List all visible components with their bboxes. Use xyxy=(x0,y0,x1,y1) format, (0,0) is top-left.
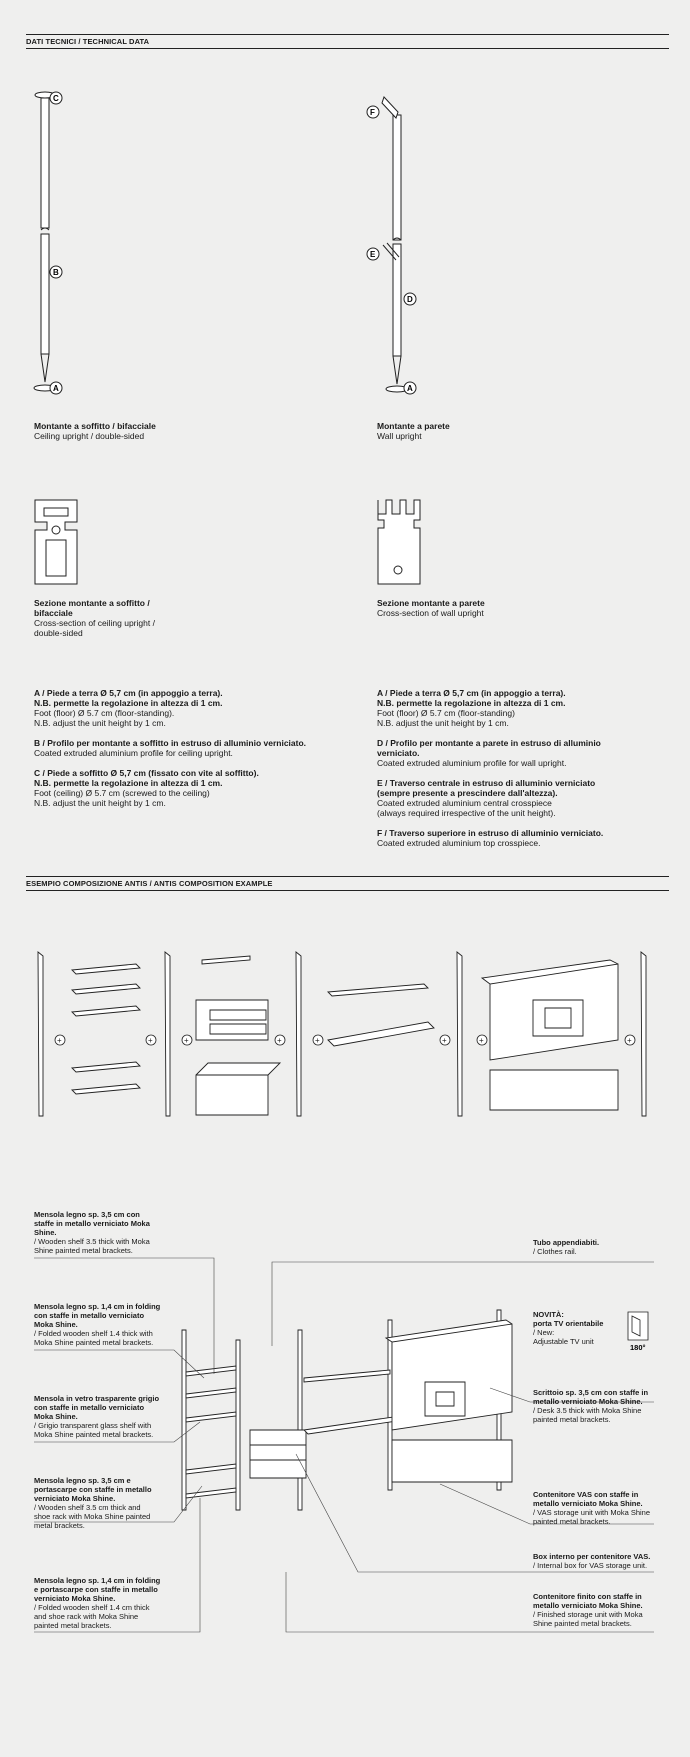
ann-line: Mensola legno sp. 3,5 cm e xyxy=(34,1476,131,1485)
plus-sign: + xyxy=(315,1036,320,1045)
upright-ceiling-title: Montante a soffitto / bifacciale xyxy=(34,421,156,431)
section-ceiling-title: Sezione montante a soffitto / bifacciale xyxy=(34,598,150,618)
ann-line: / Grigio transparent glass shelf with xyxy=(34,1421,152,1430)
spec-line: A / Piede a terra Ø 5,7 cm (in appoggio a terra). xyxy=(377,688,566,698)
spec-line: Foot (ceiling) Ø 5.7 cm (screwed to the ceiling) xyxy=(34,788,210,798)
ann-line: / Clothes rail. xyxy=(533,1247,577,1256)
ann-vas-storage xyxy=(533,1490,673,1526)
ann-line: Shine painted metal brackets. xyxy=(533,1619,632,1628)
plus-sign: + xyxy=(57,1036,62,1045)
ann-line: Mensola legno sp. 1,4 cm in folding xyxy=(34,1302,161,1311)
marker-f: F xyxy=(370,108,375,117)
upright-ceiling-subtitle: Ceiling upright / double-sided xyxy=(34,431,145,441)
ann-line: / Desk 3.5 thick with Moka Shine xyxy=(533,1406,642,1415)
ann-line: Contenitore VAS con staffe in xyxy=(533,1490,639,1499)
plus-sign: + xyxy=(479,1036,484,1045)
ann-line: and shoe rack with Moka Shine xyxy=(34,1612,139,1621)
ann-line: metallo verniciato Moka Shine. xyxy=(533,1499,643,1508)
ann-clothes-rail xyxy=(533,1238,673,1256)
ann-line: NOVITÀ: xyxy=(533,1310,564,1319)
ann-tv-unit xyxy=(533,1310,623,1346)
spec-line: N.B. adjust the unit height by 1 cm. xyxy=(34,798,166,808)
ann-line: Moka Shine. xyxy=(34,1412,78,1421)
plus-sign: + xyxy=(148,1036,153,1045)
spec-line: Foot (floor) Ø 5.7 cm (floor-standing) xyxy=(377,708,515,718)
ann-line: e portascarpe con staffe in metallo xyxy=(34,1585,158,1594)
ann-line: verniciato Moka Shine. xyxy=(34,1594,116,1603)
ann-line: / Wooden shelf 3.5 thick with Moka xyxy=(34,1237,150,1246)
ann-line: Scrittoio sp. 3,5 cm con staffe in xyxy=(533,1388,649,1397)
marker-d: D xyxy=(407,295,413,304)
section-wall-subtitle: Cross-section of wall upright xyxy=(377,608,484,618)
ann-line: Contenitore finito con staffe in xyxy=(533,1592,642,1601)
spec-line: N.B. permette la regolazione in altezza di 1 cm. xyxy=(34,778,223,788)
ann-line: con staffe in metallo verniciato xyxy=(34,1311,145,1320)
spec-line: (sempre presente a prescindere dall'altezza). xyxy=(377,788,558,798)
spec-line: verniciato. xyxy=(377,748,420,758)
ann-line: Shine painted metal brackets. xyxy=(34,1246,133,1255)
ann-line: painted metal brackets. xyxy=(533,1415,611,1424)
ann-line: shoe rack with Moka Shine painted xyxy=(34,1512,151,1521)
section2-title-text: ESEMPIO COMPOSIZIONE ANTIS / ANTIS COMPOSITION EXAMPLE xyxy=(26,879,273,888)
plus-sign: + xyxy=(627,1036,632,1045)
marker-a-ceiling: A xyxy=(53,384,59,393)
ann-line: painted metal brackets. xyxy=(533,1517,611,1526)
spec-line: Coated extruded aluminium central crosspiece xyxy=(377,798,552,808)
ann-line: Moka Shine painted metal brackets. xyxy=(34,1430,154,1439)
ann-shoe-rack-folded xyxy=(34,1576,174,1630)
spec-line: N.B. adjust the unit height by 1 cm. xyxy=(377,718,509,728)
ann-line: / Finished storage unit with Moka xyxy=(533,1610,643,1619)
ann-line: Adjustable TV unit xyxy=(533,1337,594,1346)
ann-line: / New: xyxy=(533,1328,555,1337)
ann-line: metal brackets. xyxy=(34,1521,85,1530)
spec-line: B / Profilo per montante a soffitto in estruso di alluminio verniciato. xyxy=(34,738,307,748)
ann-folded-shelf xyxy=(34,1302,174,1347)
ann-line: porta TV orientabile xyxy=(533,1319,604,1328)
spec-line: N.B. permette la regolazione in altezza di 1 cm. xyxy=(34,698,223,708)
ann-line: Moka Shine. xyxy=(34,1320,78,1329)
spec-line: N.B. permette la regolazione in altezza di 1 cm. xyxy=(377,698,566,708)
plus-sign: + xyxy=(277,1036,282,1045)
ann-finished-storage xyxy=(533,1592,673,1628)
upright-wall-subtitle: Wall upright xyxy=(377,431,422,441)
ann-line: / Folded wooden shelf 1.4 thick with xyxy=(34,1329,153,1338)
spec-line: F / Traverso superiore in estruso di alluminio verniciato. xyxy=(377,828,604,838)
spec-line: E / Traverso centrale in estruso di alluminio verniciato xyxy=(377,778,596,788)
spec-line: Foot (floor) Ø 5.7 cm (floor-standing). xyxy=(34,708,175,718)
marker-a-wall: A xyxy=(407,384,413,393)
ann-line: Box interno per contenitore VAS. xyxy=(533,1552,651,1561)
ann-line: Mensola legno sp. 3,5 cm con xyxy=(34,1210,140,1219)
plus-sign: + xyxy=(442,1036,447,1045)
plus-sign: + xyxy=(184,1036,189,1045)
upright-wall-title: Montante a parete xyxy=(377,421,450,431)
ann-line: / Internal box for VAS storage unit. xyxy=(533,1561,648,1570)
ann-shoe-rack-35 xyxy=(34,1476,174,1530)
spec-line: (always required irrespective of the unit height). xyxy=(377,808,556,818)
spec-line: Coated extruded aluminium profile for ceiling upright. xyxy=(34,748,233,758)
ann-desk xyxy=(533,1388,673,1424)
ann-line: metallo verniciato Moka Shine. xyxy=(533,1601,643,1610)
section-ceiling-subtitle: Cross-section of ceiling upright / double-sided xyxy=(34,618,155,638)
spec-line: A / Piede a terra Ø 5,7 cm (in appoggio a terra). xyxy=(34,688,223,698)
ann-line: Moka Shine painted metal brackets. xyxy=(34,1338,154,1347)
marker-c-ceiling: C xyxy=(53,94,59,103)
section-wall-title: Sezione montante a parete xyxy=(377,598,485,608)
section-title-text: DATI TECNICI / TECHNICAL DATA xyxy=(26,37,150,46)
ann-line: Shine. xyxy=(34,1228,57,1237)
ann-line: staffe in metallo verniciato Moka xyxy=(34,1219,150,1228)
ann-line: painted metal brackets. xyxy=(34,1621,112,1630)
spec-line: Coated extruded aluminium profile for wall upright. xyxy=(377,758,567,768)
rotation-label: 180° xyxy=(630,1343,646,1352)
ann-line: / Folded wooden shelf 1.4 cm thick xyxy=(34,1603,150,1612)
ann-glass-shelf xyxy=(34,1394,174,1439)
ann-line: verniciato Moka Shine. xyxy=(34,1494,116,1503)
ann-line: / VAS storage unit with Moka Shine xyxy=(533,1508,651,1517)
spec-line: N.B. adjust the unit height by 1 cm. xyxy=(34,718,166,728)
ann-wooden-shelf-35 xyxy=(34,1210,174,1255)
ann-internal-box xyxy=(533,1552,683,1570)
ann-line: Tubo appendiabiti. xyxy=(533,1238,600,1247)
ann-line: portascarpe con staffe in metallo xyxy=(34,1485,152,1494)
spec-line: D / Profilo per montante a parete in estruso di alluminio xyxy=(377,738,601,748)
marker-b: B xyxy=(53,268,59,277)
spec-line: Coated extruded aluminium top crosspiece. xyxy=(377,838,541,848)
ann-line: metallo verniciato Moka Shine. xyxy=(533,1397,643,1406)
ann-line: / Wooden shelf 3.5 cm thick and xyxy=(34,1503,141,1512)
spec-line: C / Piede a soffitto Ø 5,7 cm (fissato con vite al soffitto). xyxy=(34,768,259,778)
marker-e: E xyxy=(370,250,376,259)
ann-line: con staffe in metallo verniciato xyxy=(34,1403,145,1412)
ann-line: Mensola in vetro trasparente grigio xyxy=(34,1394,160,1403)
ann-line: Mensola legno sp. 1,4 cm in folding xyxy=(34,1576,161,1585)
